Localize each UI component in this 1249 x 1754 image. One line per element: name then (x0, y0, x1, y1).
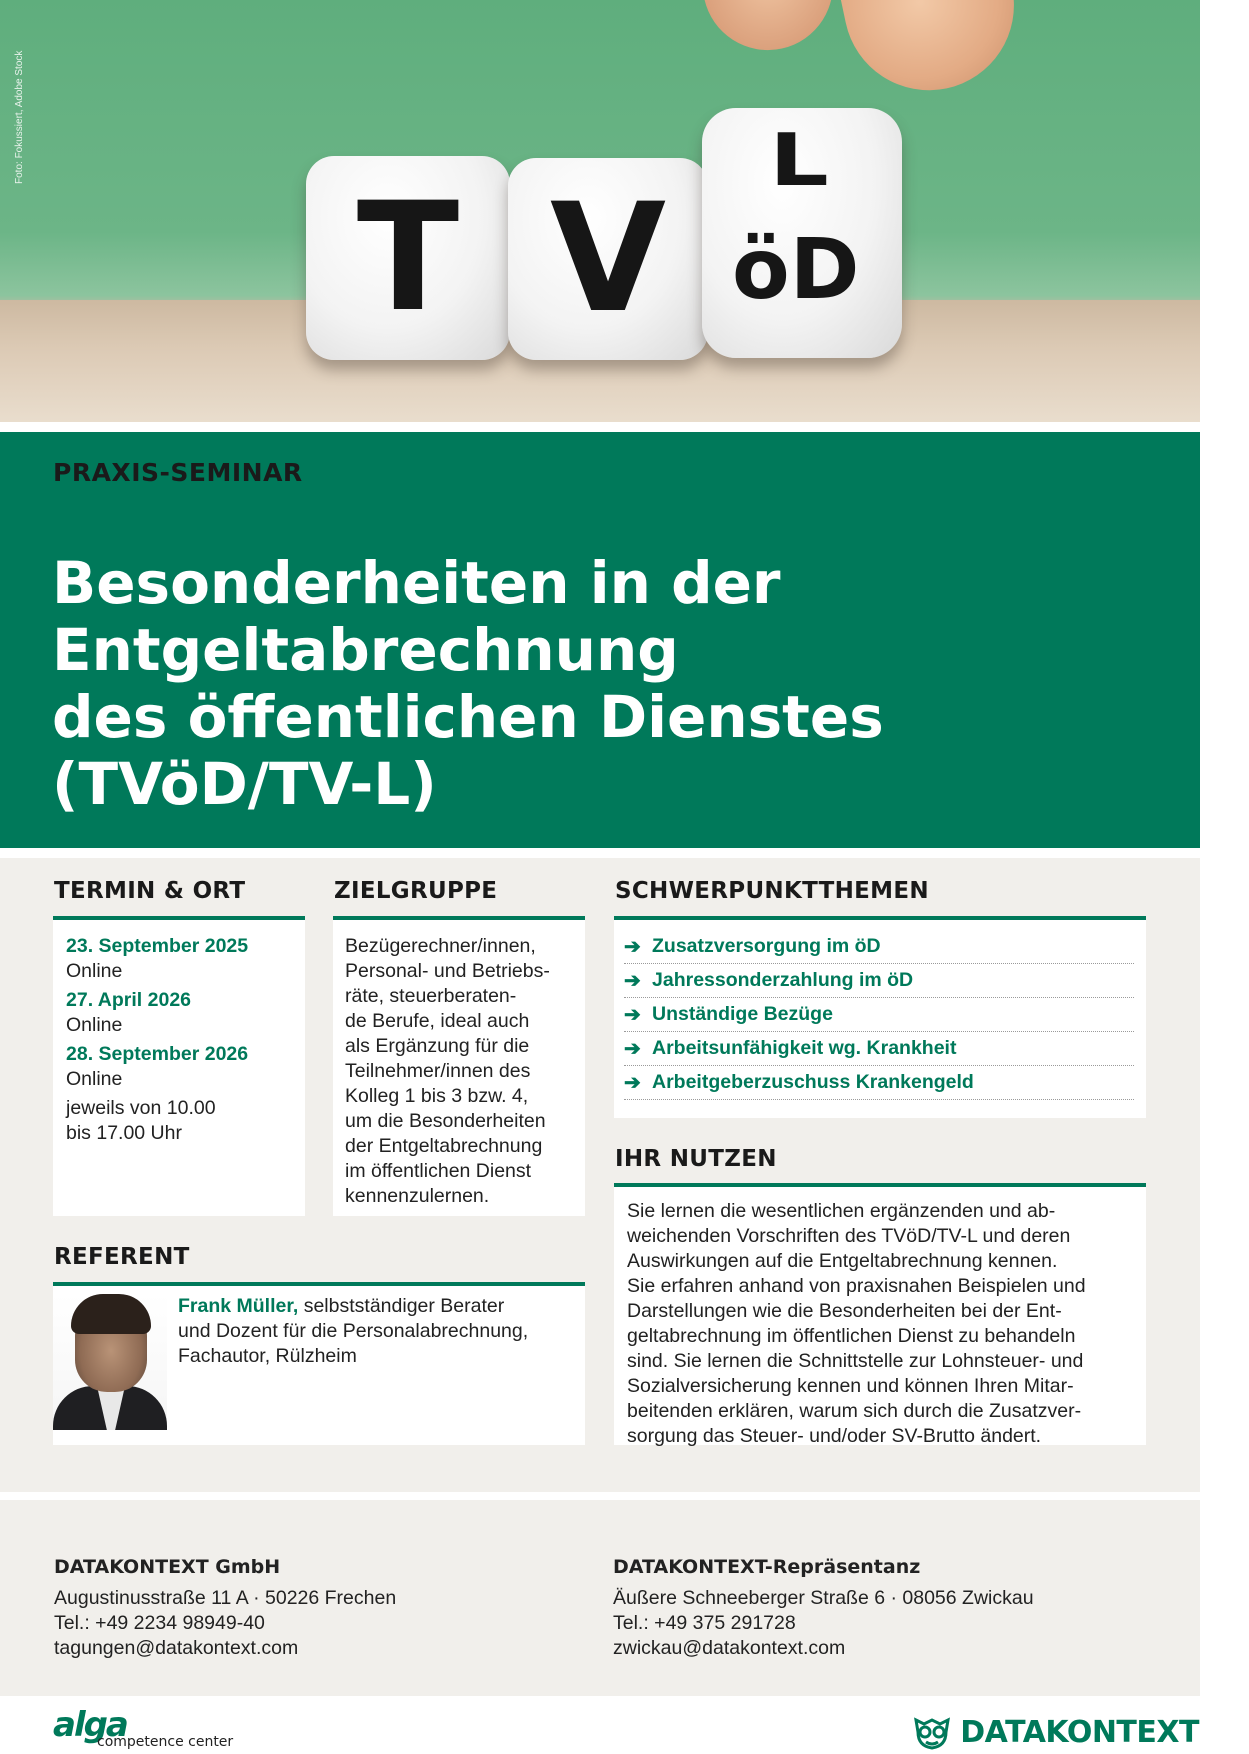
title-line: des öffentlichen Dienstes (52, 683, 884, 751)
referent-line: und Dozent für die Personalabrechnung, (178, 1320, 529, 1342)
die-oed (702, 108, 902, 358)
company-name: DATAKONTEXT GmbH (54, 1556, 281, 1578)
company-street: Augustinusstraße 11 A · 50226 Frechen (54, 1587, 397, 1609)
referent-role: selbstständiger Berater (298, 1295, 505, 1317)
termin-place: Online (66, 1068, 123, 1090)
referent-heading: REFERENT (54, 1244, 190, 1270)
referent-photo-hair (71, 1294, 151, 1334)
schwerpunkt-label: Arbeitsunfähigkeit wg. Krankheit (652, 1037, 957, 1059)
zielgruppe-line: der Entgeltabrechnung (345, 1135, 543, 1157)
termin-entry (66, 988, 305, 1038)
die-oed-top-letter: L (769, 118, 829, 202)
zielgruppe-box (333, 916, 585, 1216)
zielgruppe-line: um die Besonderheiten (345, 1110, 546, 1132)
termin-entry (66, 934, 305, 984)
termin-box (53, 916, 305, 1216)
photo-credit: Foto: Fokussiert, Adobe Stock (14, 50, 25, 184)
schwerpunkt-heading: SCHWERPUNKTTHEMEN (615, 878, 929, 904)
title-line: (TVöD/TV-L) (52, 750, 437, 818)
contact-frechen (54, 1555, 396, 1661)
termin-date: 27. April 2026 (66, 989, 192, 1011)
die-t-letter: T (356, 171, 460, 345)
zielgruppe-line: Teilnehmer/innen des (345, 1060, 531, 1082)
nutzen-line: geltabrechnung im öffentlichen Dienst zu behandeln (627, 1325, 1076, 1347)
nutzen-box (614, 1183, 1146, 1445)
company-phone: Tel.: +49 2234 98949-40 (54, 1612, 265, 1634)
company-email[interactable]: zwickau@datakontext.com (613, 1637, 846, 1659)
contact-panel (0, 1500, 1200, 1696)
thumb (693, 0, 842, 60)
termin-place: Online (66, 960, 123, 982)
schwerpunkt-label: Zusatzversorgung im öD (652, 935, 881, 957)
arrow-right-icon: ➔ (624, 936, 641, 958)
nutzen-line: sorgung das Steuer- und/oder SV-Brutto ändert. (627, 1425, 1042, 1447)
nutzen-heading: IHR NUTZEN (615, 1146, 777, 1172)
zielgruppe-line: im öffentlichen Dienst (345, 1160, 532, 1182)
arrow-right-icon: ➔ (624, 970, 641, 992)
termin-place: Online (66, 1014, 123, 1036)
termin-date: 28. September 2026 (66, 1043, 249, 1065)
schwerpunkt-label: Jahressonderzahlung im öD (652, 969, 914, 991)
die-v-letter: V (549, 172, 667, 346)
seminar-kicker: PRAXIS-SEMINAR (53, 458, 303, 487)
nutzen-line: Sozialversicherung kennen und können Ihren Mitar- (627, 1375, 1074, 1397)
die-t (306, 156, 510, 360)
zielgruppe-line: kennenzulernen. (345, 1185, 490, 1207)
title-line: Besonderheiten in der (52, 549, 781, 617)
seminar-title (52, 550, 1172, 818)
schwerpunkt-item (624, 1032, 1134, 1066)
company-phone: Tel.: +49 375 291728 (613, 1612, 796, 1634)
zielgruppe-line: räte, steuerberaten- (345, 985, 517, 1007)
termin-heading: TERMIN & ORT (54, 878, 246, 904)
owl-icon (912, 1714, 952, 1750)
datakontext-logo (912, 1714, 1199, 1750)
contact-section (0, 1492, 1200, 1704)
contact-zwickau (613, 1555, 1034, 1661)
alga-logo (53, 1705, 234, 1750)
company-street: Äußere Schneeberger Straße 6 · 08056 Zwickau (613, 1587, 1034, 1609)
datakontext-wordmark: DATAKONTEXT (960, 1714, 1199, 1750)
referent-photo (53, 1294, 167, 1430)
finger (832, 0, 1029, 106)
nutzen-line: Darstellungen wie die Besonderheiten bei der Ent- (627, 1300, 1062, 1322)
zielgruppe-line: Personal- und Betriebs- (345, 960, 550, 982)
info-panel (0, 858, 1200, 1492)
referent-line (178, 1294, 578, 1319)
schwerpunkt-box (614, 916, 1146, 1118)
alga-logo-mark: alga (53, 1705, 127, 1745)
nutzen-line: beitenden erklären, warum sich durch die Zusatzver- (627, 1400, 1082, 1422)
schwerpunkt-label: Unständige Bezüge (652, 1003, 833, 1025)
nutzen-line: Auswirkungen auf die Entgeltabrechnung kennen. (627, 1250, 1058, 1272)
schwerpunkt-item (624, 1066, 1134, 1100)
die-oed-front-letters: öD (732, 220, 860, 318)
alga-logo-subtitle: competence center (97, 1734, 234, 1750)
arrow-right-icon: ➔ (624, 1072, 641, 1094)
zielgruppe-line: Bezügerechner/innen, (345, 935, 536, 957)
referent-box (53, 1282, 585, 1445)
zielgruppe-line: de Berufe, ideal auch (345, 1010, 530, 1032)
schwerpunkt-item (624, 930, 1134, 964)
zielgruppe-heading: ZIELGRUPPE (334, 878, 498, 904)
schwerpunkt-item (624, 998, 1134, 1032)
termin-time-line: bis 17.00 Uhr (66, 1122, 182, 1144)
nutzen-line: weichenden Vorschriften des TVöD/TV-L und deren (627, 1225, 1071, 1247)
nutzen-line: Sie lernen die wesentlichen ergänzenden und ab- (627, 1200, 1056, 1222)
referent-text (178, 1294, 578, 1369)
termin-entry (66, 1042, 305, 1092)
termin-time-line: jeweils von 10.00 (66, 1097, 216, 1119)
arrow-right-icon: ➔ (624, 1004, 641, 1026)
termin-date: 23. September 2025 (66, 935, 249, 957)
schwerpunkt-item (624, 964, 1134, 998)
zielgruppe-line: als Ergänzung für die (345, 1035, 530, 1057)
company-name: DATAKONTEXT-Repräsentanz (613, 1556, 921, 1578)
arrow-right-icon: ➔ (624, 1038, 641, 1060)
die-v (508, 158, 708, 360)
zielgruppe-line: Kolleg 1 bis 3 bzw. 4, (345, 1085, 529, 1107)
referent-line: Fachautor, Rülzheim (178, 1345, 357, 1367)
nutzen-line: Sie erfahren anhand von praxisnahen Beispielen und (627, 1275, 1086, 1297)
header-photo (0, 0, 1200, 422)
title-banner (0, 432, 1200, 848)
referent-name: Frank Müller, (178, 1295, 299, 1317)
schwerpunkt-label: Arbeitgeberzuschuss Krankengeld (652, 1071, 974, 1093)
nutzen-line: sind. Sie lernen die Schnittstelle zur Lohnsteuer- und (627, 1350, 1084, 1372)
company-email[interactable]: tagungen@datakontext.com (54, 1637, 299, 1659)
title-line: Entgeltabrechnung (52, 616, 679, 684)
